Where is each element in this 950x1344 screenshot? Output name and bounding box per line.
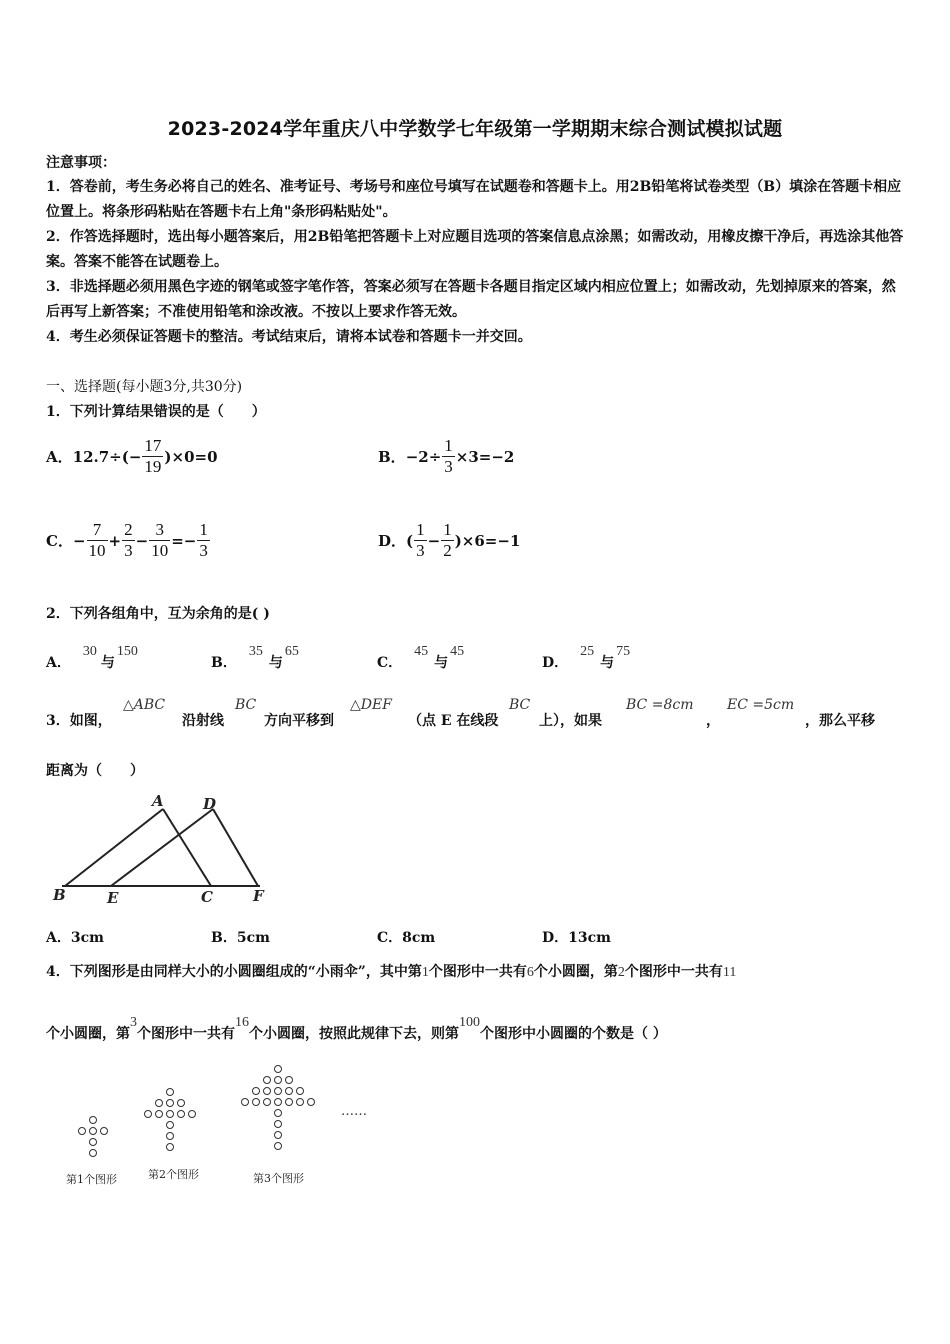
- small-circle: [144, 1110, 152, 1118]
- q2-option-c[interactable]: [377, 640, 465, 671]
- small-circle: [89, 1127, 97, 1135]
- number: 6: [526, 965, 534, 980]
- option-label: A．: [46, 448, 73, 466]
- expr-text: −: [135, 531, 149, 550]
- number: 3: [130, 1015, 137, 1030]
- option-label: D．: [542, 930, 569, 946]
- number: 11: [722, 965, 737, 980]
- figure-caption-2: 第2个图形: [148, 1168, 199, 1181]
- denominator: 10: [151, 541, 169, 560]
- conj-text: 与: [600, 655, 615, 671]
- q4-text: 个图形中一共有: [137, 1026, 235, 1042]
- angle-value: 150: [116, 644, 138, 659]
- small-circle: [263, 1098, 271, 1106]
- q3-option-c[interactable]: [377, 927, 435, 947]
- label-b: B: [53, 886, 66, 904]
- q1-option-d[interactable]: [378, 520, 520, 561]
- figure-caption-3: 第3个图形: [253, 1172, 304, 1185]
- figure-caption-1: 第1个图形: [66, 1173, 117, 1186]
- option-label: D．: [378, 532, 407, 550]
- small-circle: [285, 1076, 293, 1084]
- small-circle: [100, 1127, 108, 1135]
- small-circle: [263, 1087, 271, 1095]
- q1-option-a[interactable]: [46, 436, 218, 477]
- fraction: [122, 520, 135, 561]
- option-label: A．: [46, 930, 71, 946]
- numerator: 7: [92, 520, 102, 539]
- denominator: 3: [199, 541, 208, 560]
- q4-text: 个小圆圈，第: [46, 1026, 130, 1042]
- small-circle: [252, 1087, 260, 1095]
- small-circle: [274, 1131, 282, 1139]
- denominator: 3: [416, 541, 425, 560]
- small-circle: [166, 1143, 174, 1151]
- option-text: 8cm: [402, 930, 436, 946]
- expr-text: ×3=−2: [455, 447, 515, 466]
- small-circle: [274, 1109, 282, 1117]
- section-heading: 一、选择题(每小题3分,共30分): [46, 379, 243, 395]
- small-circle: [155, 1099, 163, 1107]
- numerator: 1: [416, 520, 425, 539]
- small-circle: [89, 1116, 97, 1124]
- small-circle: [166, 1088, 174, 1096]
- small-circle: [166, 1132, 174, 1140]
- numerator: 1: [443, 520, 452, 539]
- expr-text: 12.7÷(−: [72, 447, 142, 466]
- edge-ed: [111, 809, 213, 886]
- triangle-def: △DEF: [350, 697, 392, 713]
- number: 100: [459, 1015, 480, 1030]
- small-circle: [166, 1110, 174, 1118]
- q4-text: 个图形中小圆圈的个数是（ ）: [480, 1026, 667, 1042]
- q3-text-5: 上），如果: [539, 713, 602, 729]
- q1-option-b[interactable]: [378, 436, 514, 477]
- small-circle: [263, 1076, 271, 1084]
- note-item-1: 1．答卷前，考生务必将自己的姓名、准考证号、考场号和座位号填写在试题卷和答题卡上。用2B铅笔将试卷类型（B）填涂在答题卡相应位置上。将条形码粘贴在答题卡右上角"条形码粘贴处"。: [46, 179, 902, 220]
- conj-text: 与: [434, 655, 449, 671]
- ellipsis: ……: [341, 1104, 367, 1119]
- expr-text: (: [406, 531, 414, 550]
- small-circle: [285, 1087, 293, 1095]
- small-circle: [188, 1110, 196, 1118]
- q3-text-3: 方向平移到: [264, 713, 334, 729]
- denominator: 3: [124, 541, 133, 560]
- small-circle: [177, 1099, 185, 1107]
- segment-bc: BC: [235, 697, 257, 713]
- option-label: D．: [542, 655, 569, 671]
- q1-stem: 1．下列计算结果错误的是（ ）: [46, 404, 266, 420]
- label-f: F: [253, 887, 264, 905]
- fraction: [197, 520, 210, 561]
- small-circle: [274, 1142, 282, 1150]
- q2-option-d[interactable]: [542, 640, 631, 671]
- small-circle: [307, 1098, 315, 1106]
- small-circle: [274, 1120, 282, 1128]
- q3-option-a[interactable]: [46, 927, 104, 947]
- q3-text-4: （点 E 在线段: [408, 713, 499, 729]
- small-circle: [285, 1098, 293, 1106]
- segment-bc-2: BC: [509, 697, 531, 713]
- label-e: E: [107, 889, 119, 907]
- page-title: 2023-2024学年重庆八中学数学七年级第一学期期末综合测试模拟试题: [167, 118, 783, 140]
- small-circle: [155, 1110, 163, 1118]
- angle-value: 30: [82, 644, 97, 659]
- option-label: B．: [211, 655, 237, 671]
- q4-text: 个小圆圈，按照此规律下去，则第: [249, 1026, 459, 1042]
- label-d: D: [203, 795, 217, 813]
- small-circle: [274, 1098, 282, 1106]
- edge-ac: [163, 809, 211, 886]
- label-c: C: [201, 888, 213, 906]
- option-label: C．: [377, 655, 403, 671]
- denominator: 19: [144, 457, 162, 476]
- number: 1: [421, 965, 429, 980]
- conj-text: 与: [100, 655, 115, 671]
- fraction: [87, 520, 108, 561]
- expr-text: −: [72, 531, 86, 550]
- q1-option-c[interactable]: [46, 520, 211, 561]
- expr-text: +: [108, 531, 122, 550]
- fraction: [414, 520, 427, 561]
- q2-option-a[interactable]: [46, 640, 138, 671]
- q3-text-2: 沿射线: [182, 713, 224, 729]
- edge-ab: [65, 809, 163, 886]
- q4-text: 4．下列图形是由同样大小的小圆圈组成的“小雨伞”，其中第: [46, 964, 422, 980]
- triangle-abc: △ABC: [123, 697, 166, 713]
- option-text: 3cm: [70, 930, 104, 946]
- q3-text-line2: 距离为（ ）: [46, 763, 144, 779]
- angle-value: 35: [248, 644, 263, 659]
- q3-comma: ，: [706, 713, 720, 729]
- q4-line2: [46, 1015, 667, 1043]
- small-circle: [274, 1065, 282, 1073]
- option-label: A．: [46, 655, 71, 671]
- note-item-2: 2．作答选择题时，选出每小题答案后，用2B铅笔把答题卡上对应题目选项的答案信息点涂黑；如需改动，用橡皮擦干净后，再选涂其他答案。答案不能答在试题卷上。: [46, 229, 904, 270]
- q3-text-1: 3．如图，: [46, 713, 112, 729]
- ec-length: EC =5cm: [727, 697, 795, 713]
- fraction: [442, 436, 455, 477]
- q4-text: 个小圆圈，第: [533, 964, 618, 980]
- small-circle: [78, 1127, 86, 1135]
- angle-value: 45: [414, 644, 429, 659]
- denominator: 10: [88, 541, 106, 560]
- option-text: 13cm: [568, 930, 611, 946]
- q2-stem: 2．下列各组角中，互为余角的是( ): [46, 606, 270, 622]
- angle-value: 45: [450, 644, 465, 659]
- fraction: [441, 520, 454, 561]
- expr-text: )×6=−1: [454, 531, 521, 550]
- small-circle: [89, 1149, 97, 1157]
- option-text: 5cm: [236, 930, 270, 946]
- angle-value: 25: [580, 644, 595, 659]
- fraction: [142, 436, 163, 477]
- small-circle: [296, 1087, 304, 1095]
- note-item-3: 3．非选择题必须用黑色字迹的钢笔或签字笔作答，答案必须写在答题卡各题目指定区域内相应位置上；如需改动，先划掉原来的答案，然后再写上新答案；不准使用铅笔和涂改液。不按以上要求作答无效。: [46, 279, 896, 320]
- q4-line1: [46, 961, 736, 981]
- q4-text: 个图形中一共有: [624, 964, 723, 980]
- numerator: 2: [124, 520, 133, 539]
- expr-text: −2÷: [405, 447, 442, 466]
- label-a: A: [152, 792, 164, 810]
- q2-option-b[interactable]: [211, 640, 299, 671]
- denominator: 3: [444, 457, 453, 476]
- number: 16: [235, 1015, 249, 1030]
- small-circle: [89, 1138, 97, 1146]
- numerator: 3: [155, 520, 164, 539]
- note-item-4: 4．考生必须保证答题卡的整洁。考试结束后，请将本试卷和答题卡一并交回。: [46, 329, 532, 345]
- angle-value: 75: [616, 644, 631, 659]
- angle-value: 65: [284, 644, 299, 659]
- denominator: 2: [443, 541, 452, 560]
- small-circle: [241, 1098, 249, 1106]
- option-label: B．: [211, 930, 237, 946]
- small-circle: [252, 1098, 260, 1106]
- q3-option-b[interactable]: [211, 927, 270, 947]
- conj-text: 与: [268, 655, 283, 671]
- numerator: 1: [199, 520, 208, 539]
- notes-heading: 注意事项：: [46, 155, 116, 171]
- small-circle: [177, 1110, 185, 1118]
- small-circle: [274, 1076, 282, 1084]
- expr-text: −: [427, 531, 441, 550]
- option-label: C．: [377, 930, 403, 946]
- small-circle: [296, 1098, 304, 1106]
- q3-text-6: ，那么平移: [805, 713, 875, 729]
- expr-text: =−: [171, 531, 197, 550]
- edge-df: [213, 809, 258, 886]
- translation-figure: [48, 792, 278, 910]
- small-circle: [166, 1099, 174, 1107]
- option-label: B．: [378, 448, 406, 466]
- number: 2: [617, 965, 625, 980]
- numerator: 17: [144, 436, 162, 455]
- option-label: C．: [46, 532, 73, 550]
- fraction: [149, 520, 170, 561]
- expr-text: )×0=0: [164, 447, 218, 466]
- bc-length: BC =8cm: [626, 697, 694, 713]
- small-circle: [166, 1121, 174, 1129]
- q3-option-d[interactable]: [542, 927, 611, 947]
- numerator: 1: [444, 436, 453, 455]
- small-circle: [274, 1087, 282, 1095]
- q4-text: 个图形中一共有: [428, 964, 527, 980]
